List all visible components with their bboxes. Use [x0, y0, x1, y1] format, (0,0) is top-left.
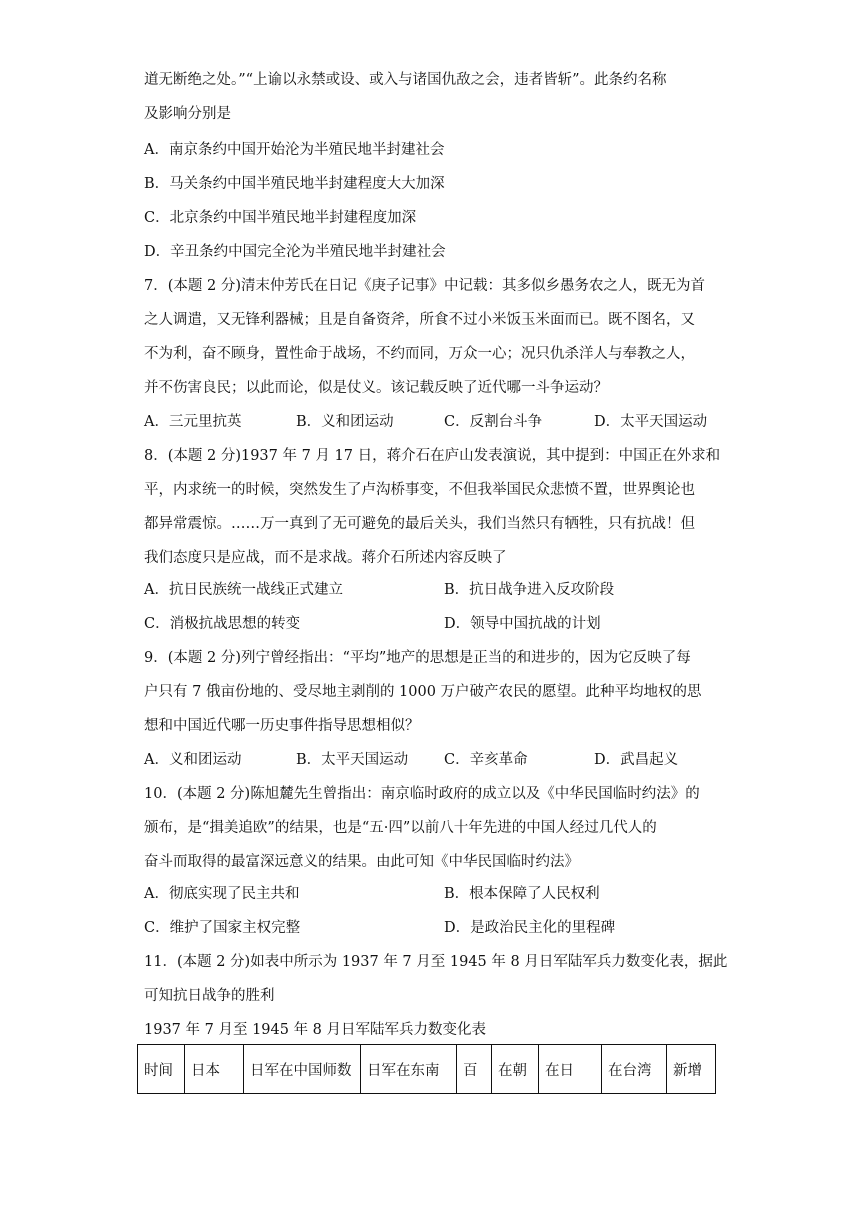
intro-line: 及影响分别是 [144, 106, 231, 122]
q7-option-b: B．义和团运动 [296, 414, 394, 430]
table-header-cell: 日军在中国师数 [244, 1045, 361, 1094]
table-header-cell: 新增 [667, 1045, 716, 1094]
q11-stem: 11．(本题 2 分)如表中所示为 1937 年 7 月至 1945 年 8 月日军陆军兵力数变化表，据此 [144, 954, 728, 970]
table-header-cell: 在朝 [492, 1045, 539, 1094]
table-header-cell: 日本 [185, 1045, 244, 1094]
q7-stem: 之人调遣，又无锋利器械；且是自备资斧，所食不过小米饭玉米面而已。既不图名，又 [144, 312, 695, 328]
q10-stem: 奋斗而取得的最富深远意义的结果。由此可知《中华民国临时约法》 [144, 854, 579, 870]
q8-option-a: A．抗日民族统一战线正式建立 [144, 582, 343, 598]
q8-option-c: C．消极抗战思想的转变 [144, 616, 301, 632]
table-header-cell: 时间 [138, 1045, 185, 1094]
q7-stem: 并不伤害良民；以此而论，似是仗义。该记载反映了近代哪一斗争运动？ [144, 380, 608, 396]
q10-stem: 颁布，是“揖美追欧”的结果，也是“五·四”以前八十年先进的中国人经过几代人的 [144, 820, 657, 836]
q9-option-c: C．辛亥革命 [444, 752, 528, 768]
q7-option-d: D．太平天国运动 [594, 414, 708, 430]
table-header-cell: 日军在东南 [361, 1045, 457, 1094]
q10-option-a: A．彻底实现了民主共和 [144, 886, 300, 902]
q9-stem: 户只有 7 俄亩份地的、受尽地主剥削的 1000 万户破产农民的愿望。此种平均地权的思 [144, 684, 702, 700]
table-header-cell: 在日 [539, 1045, 602, 1094]
q9-option-b: B．太平天国运动 [296, 752, 409, 768]
q7-stem: 不为利，奋不顾身，置性命于战场，不约而同，万众一心；况只仇杀洋人与奉教之人， [144, 346, 695, 362]
q6-option-a: A．南京条约中国开始沦为半殖民地半封建社会 [144, 142, 445, 158]
q10-option-c: C．维护了国家主权完整 [144, 920, 301, 936]
q7-stem: 7．(本题 2 分)清末仲芳氏在日记《庚子记事》中记载：其多似乡愚务农之人，既无为首 [144, 278, 705, 294]
q11-stem: 可知抗日战争的胜利 [144, 988, 275, 1004]
q7-option-a: A．三元里抗英 [144, 414, 242, 430]
table-header-cell: 在台湾 [602, 1045, 667, 1094]
q8-stem: 我们态度只是应战，而不是求战。蒋介石所述内容反映了 [144, 550, 507, 566]
q8-stem: 都异常震惊。……万一真到了无可避免的最后关头，我们当然只有牺牲，只有抗战！但 [144, 516, 695, 532]
q6-option-d: D．辛丑条约中国完全沦为半殖民地半封建社会 [144, 244, 446, 260]
table-caption: 1937 年 7 月至 1945 年 8 月日军陆军兵力数变化表 [144, 1022, 487, 1038]
q6-option-b: B．马关条约中国半殖民地半封建程度大大加深 [144, 176, 445, 192]
intro-line: 道无断绝之处。”“上谕以永禁或设、或入与诸国仇敌之会，违者皆斩”。此条约名称 [144, 72, 667, 88]
q9-option-a: A．义和团运动 [144, 752, 242, 768]
table-header-cell: 百 [457, 1045, 492, 1094]
q7-option-c: C．反割台斗争 [444, 414, 543, 430]
q6-option-c: C．北京条约中国半殖民地半封建程度加深 [144, 210, 417, 226]
q9-stem: 想和中国近代哪一历史事件指导思想相似？ [144, 718, 420, 734]
table-header-row [138, 1045, 716, 1094]
q8-stem: 平，内求统一的时候，突然发生了卢沟桥事变，不但我举国民众悲愤不置，世界舆论也 [144, 482, 695, 498]
q10-option-d: D．是政治民主化的里程碑 [444, 920, 616, 936]
troop-table [137, 1044, 716, 1094]
q10-stem: 10．(本题 2 分)陈旭麓先生曾指出：南京临时政府的成立以及《中华民国临时约法》的 [144, 786, 700, 802]
q10-option-b: B．根本保障了人民权利 [444, 886, 600, 902]
q8-option-d: D．领导中国抗战的计划 [444, 616, 601, 632]
q9-stem: 9．(本题 2 分)列宁曾经指出：“平均”地产的思想是正当的和进步的，因为它反映了每 [144, 650, 691, 666]
q8-option-b: B．抗日战争进入反攻阶段 [444, 582, 615, 598]
q8-stem: 8．(本题 2 分)1937 年 7 月 17 日，蒋介石在庐山发表演说，其中提到：中国正在外求和 [144, 448, 721, 464]
q9-option-d: D．武昌起义 [594, 752, 679, 768]
